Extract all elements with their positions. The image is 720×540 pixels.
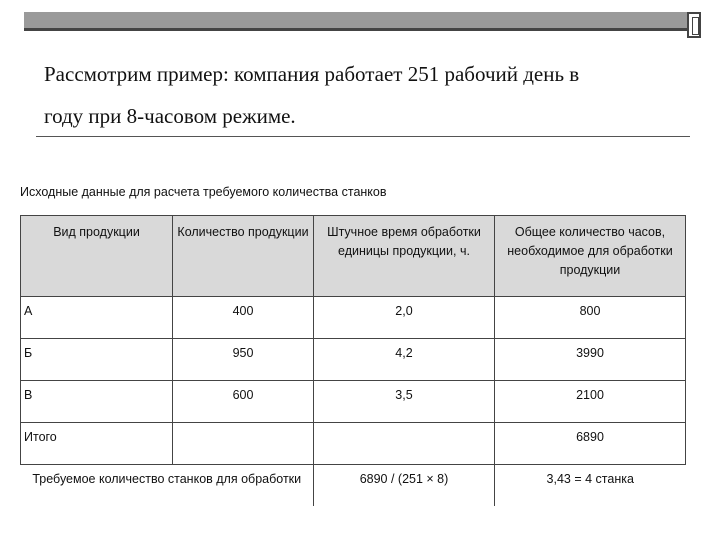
footer-formula: 6890 / (251 × 8): [314, 465, 495, 507]
header-product-type: Вид продукции: [21, 216, 173, 297]
cell-total-hours: 800: [495, 297, 686, 339]
slide-text-line-1: Рассмотрим пример: компания работает 251 рабочий день в: [44, 62, 580, 86]
table-row: [21, 381, 686, 423]
cell-quantity: 600: [173, 381, 314, 423]
divider-line: [36, 136, 690, 137]
table-header-row: [21, 216, 686, 297]
footer-label: Требуемое количество станков для обработки: [32, 472, 302, 486]
title-bar-decoration: [24, 12, 688, 31]
slide-text-line-2: году при 8-часовом режиме.: [44, 104, 296, 128]
cell-unit-time: 4,2: [314, 339, 495, 381]
cell-empty: [173, 423, 314, 465]
header-product-quantity: Количество продукции: [173, 216, 314, 297]
machine-calculation-table: [20, 215, 686, 506]
header-unit-processing-time: Штучное время обработки единицы продукции, ч.: [314, 216, 495, 297]
header-total-hours: Общее количество часов, необходимое для обработки продукции: [495, 216, 686, 297]
cell-product: А: [21, 297, 173, 339]
footer-result: 3,43 = 4 станка: [546, 472, 634, 486]
cell-total-hours: 3990: [495, 339, 686, 381]
cell-quantity: 400: [173, 297, 314, 339]
cell-total-hours: 2100: [495, 381, 686, 423]
cell-quantity: 950: [173, 339, 314, 381]
cell-empty: [314, 423, 495, 465]
table-caption: Исходные данные для расчета требуемого количества станков: [20, 185, 387, 199]
corner-decoration: [687, 12, 701, 38]
corner-decoration-inner: [692, 17, 699, 35]
table-footer-row: [21, 465, 686, 507]
cell-product: В: [21, 381, 173, 423]
cell-unit-time: 2,0: [314, 297, 495, 339]
cell-total-label: Итого: [21, 423, 173, 465]
cell-product: Б: [21, 339, 173, 381]
table-row: [21, 297, 686, 339]
table-row: [21, 339, 686, 381]
table-row-total: [21, 423, 686, 465]
cell-unit-time: 3,5: [314, 381, 495, 423]
slide-body-text: [44, 53, 694, 137]
cell-grand-total: 6890: [495, 423, 686, 465]
